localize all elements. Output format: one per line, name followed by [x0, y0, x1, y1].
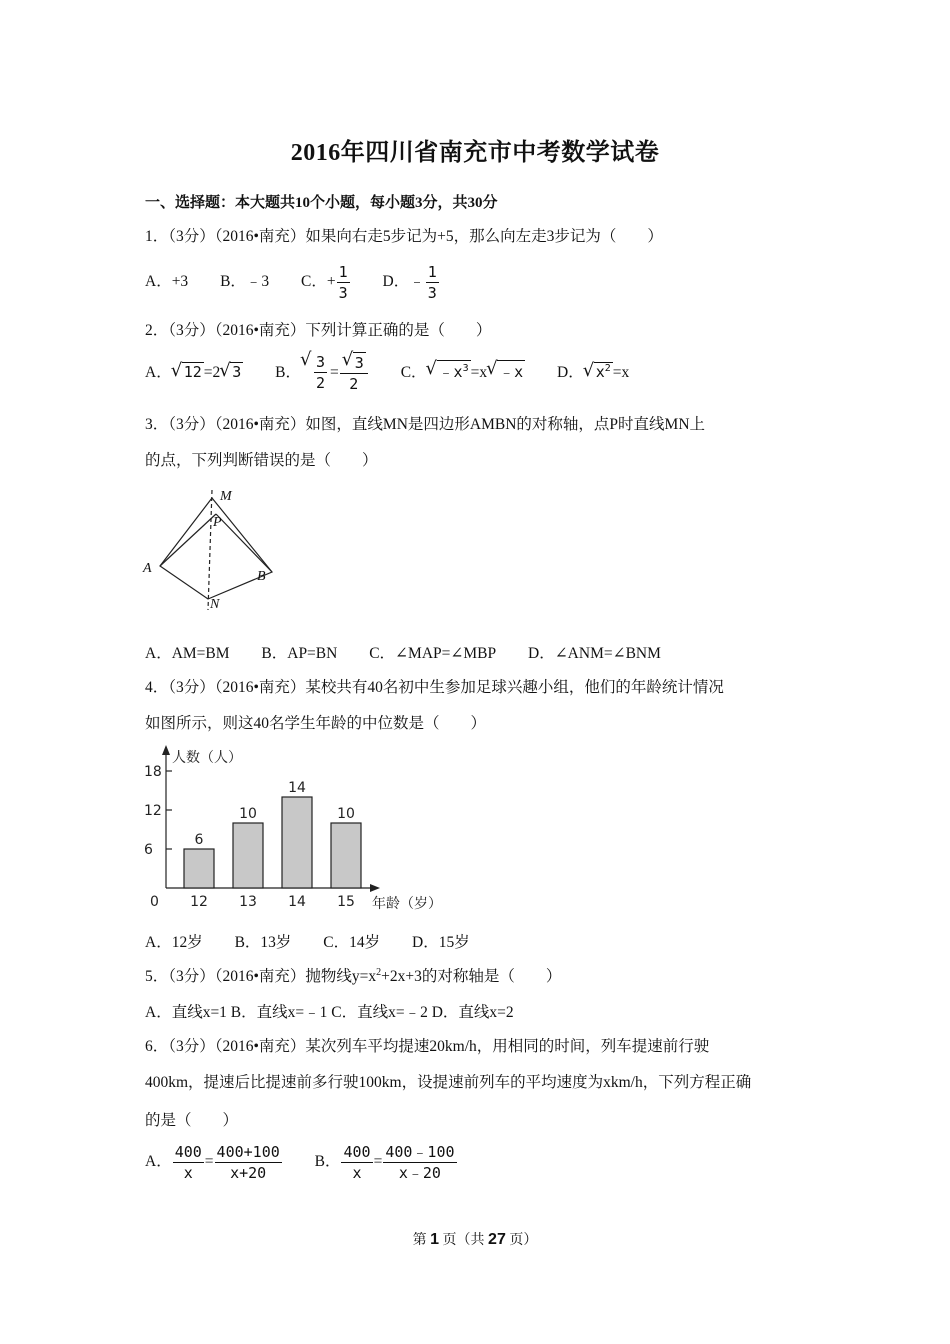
- x-tick-label: 15: [337, 894, 355, 910]
- fraction-numerator: 400﹣100: [385, 1143, 455, 1161]
- equals-text: =x: [470, 364, 488, 381]
- label-p: P: [213, 515, 222, 530]
- question-5-text-end: +2x+3的对称轴是（ ）: [381, 968, 562, 985]
- quadrilateral-ambn: [160, 498, 272, 599]
- radicand: ﹣x: [438, 363, 463, 381]
- fraction-denominator: x﹣20: [398, 1164, 441, 1182]
- y-tick-label: 12: [144, 803, 162, 819]
- quadrilateral-figure: [140, 482, 280, 617]
- fraction-numerator: [340, 352, 368, 374]
- exponent: 2: [604, 363, 611, 374]
- fraction: [314, 352, 327, 393]
- q3-option-c: C．∠MAP=∠MBP: [369, 645, 497, 662]
- page-footer: [0, 1229, 950, 1249]
- q1-option-d-prefix: D．﹣: [382, 273, 425, 291]
- footer-text: 页（共: [442, 1233, 485, 1248]
- q3-option-a: A．AM=BM: [145, 645, 230, 662]
- q3-option-b: B．AP=BN: [261, 645, 338, 662]
- question-1-options: [145, 262, 468, 303]
- page-total: 27: [488, 1231, 506, 1248]
- bar-value-label: 14: [288, 780, 306, 796]
- question-6-line-1: 6．（3分）（2016•南充）某次列车平均提速20km/h，用相同的时间，列车提速前行驶: [145, 1038, 710, 1055]
- fraction-numerator: 400: [174, 1143, 202, 1161]
- fraction-denominator: 2: [316, 374, 326, 392]
- q2-option-d: [557, 360, 629, 382]
- option-label: D．: [557, 364, 584, 381]
- fraction: [341, 1142, 372, 1183]
- fraction: [383, 1142, 456, 1183]
- radicand: x: [595, 363, 605, 381]
- question-6-options: [145, 1142, 486, 1183]
- q6-option-a: [145, 1142, 283, 1183]
- question-5-options: A．直线x=1 B．直线x=﹣1 C．直线x=﹣2 D．直线x=2: [145, 1004, 514, 1021]
- fraction-denominator: 3: [427, 284, 437, 302]
- fraction-numerator: 1: [427, 263, 437, 281]
- equals-text: =: [330, 364, 339, 381]
- fraction-numerator: 400: [343, 1143, 371, 1161]
- sqrt-expression: √ 3: [353, 352, 366, 373]
- q2-option-c: [401, 360, 525, 382]
- y-axis-label: 人数（人）: [172, 750, 242, 766]
- fraction-numerator: √ 3: [316, 353, 326, 371]
- bar-age-14: [282, 797, 312, 888]
- page-title: 2016年四川省南充市中考数学试卷: [290, 140, 660, 166]
- option-label: A．: [145, 1153, 172, 1171]
- fraction-denominator: x: [183, 1164, 193, 1182]
- option-label: A．: [145, 364, 172, 381]
- equals-text: =x: [612, 364, 630, 381]
- fraction: [340, 352, 368, 394]
- question-3-options: [145, 641, 689, 663]
- segment-pb: [216, 514, 272, 572]
- footer-text: 第: [412, 1233, 427, 1248]
- fraction: [173, 1142, 204, 1183]
- option-label: B．: [275, 364, 302, 381]
- question-5-text: 5．（3分）（2016•南充）抛物线y=x: [145, 968, 377, 985]
- q2-option-b: [275, 352, 369, 394]
- q1-option-d: [383, 262, 440, 303]
- x-axis-label: 年龄（岁）: [372, 896, 442, 912]
- q6-option-b: [315, 1142, 458, 1183]
- q1-option-d-fraction: [426, 262, 439, 303]
- equals-text: =: [373, 1153, 383, 1171]
- x-tick-label: 12: [190, 894, 208, 910]
- q1-option-c-fraction: [337, 262, 350, 303]
- bar-age-15: [331, 823, 361, 888]
- question-2: 2．（3分）（2016•南充）下列计算正确的是（ ）: [145, 322, 492, 339]
- label-b: B: [257, 569, 266, 584]
- label-a: A: [143, 561, 152, 576]
- question-3-line-1: 3．（3分）（2016•南充）如图，直线MN是四边形AMBN的对称轴，点P时直线MN上: [145, 416, 706, 433]
- question-6-line-3: 的是（ ）: [145, 1112, 239, 1129]
- question-3-line-2: 的点，下列判断错误的是（ ）: [145, 452, 378, 469]
- equals-text: =2: [203, 364, 221, 381]
- axis-mn-dashed: [208, 490, 212, 610]
- y-tick-label: 6: [144, 842, 153, 858]
- page-number: 1: [430, 1231, 440, 1248]
- age-bar-chart: [138, 742, 448, 917]
- bar-value-label: 10: [337, 806, 355, 822]
- section-heading: 一、选择题：本大题共10个小题，每小题3分，共30分: [145, 195, 498, 211]
- fraction-numerator: 400+100: [216, 1143, 280, 1161]
- question-6-line-2: 400km，提速后比提速前多行驶100km，设提速前列车的平均速度为xkm/h，下列方程正确: [145, 1074, 752, 1091]
- q1-option-c: [301, 262, 351, 303]
- x-axis-arrow: [370, 884, 380, 892]
- q4-option-a: A．12岁: [145, 934, 203, 951]
- bar-age-13: [233, 823, 263, 888]
- y-axis-arrow: [162, 745, 170, 755]
- option-label: C．: [400, 364, 427, 381]
- y-tick-label: 18: [144, 764, 162, 780]
- fraction-numerator: 1: [338, 263, 348, 281]
- bar-value-label: 10: [239, 806, 257, 822]
- footer-text: 页）: [509, 1233, 538, 1248]
- x-tick-label: 13: [239, 894, 257, 910]
- question-2-options: [145, 352, 657, 394]
- option-label: B．: [314, 1153, 341, 1171]
- x-tick-label: 14: [288, 894, 306, 910]
- q4-option-b: B．13岁: [234, 934, 292, 951]
- q3-option-d: D．∠ANM=∠BNM: [528, 645, 661, 662]
- question-4-line-1: 4．（3分）（2016•南充）某校共有40名初中生参加足球兴趣小组，他们的年龄统计情况: [145, 679, 724, 696]
- segment-ap: [160, 514, 216, 566]
- q1-option-a: A．+3: [145, 273, 189, 291]
- question-1: 1．（3分）（2016•南充）如果向右走5步记为+5，那么向左走3步记为（ ）: [145, 228, 663, 245]
- fraction-denominator: x: [352, 1164, 362, 1182]
- label-n: N: [210, 597, 220, 612]
- question-4-options: [145, 930, 498, 952]
- q1-option-c-prefix: C．+: [301, 273, 336, 291]
- q4-option-c: C．14岁: [323, 934, 381, 951]
- equals-text: =: [204, 1153, 214, 1171]
- sqrt-expression: √ ﹣x: [497, 360, 525, 382]
- sqrt-expression: [594, 362, 613, 381]
- exponent: 3: [462, 363, 469, 374]
- fraction: [215, 1142, 282, 1183]
- q2-option-a: [145, 360, 243, 382]
- question-5: [145, 964, 561, 986]
- q1-option-b: B．﹣3: [220, 273, 270, 291]
- sqrt-expression: [437, 360, 471, 382]
- sqrt-expression: √ 3: [230, 362, 243, 381]
- bar-age-12: [184, 849, 214, 888]
- sqrt-fraction: [311, 352, 330, 393]
- fraction-denominator: 3: [338, 284, 348, 302]
- bar-value-label: 6: [194, 832, 204, 848]
- fraction-denominator: 2: [349, 375, 359, 394]
- fraction-denominator: x+20: [230, 1164, 267, 1182]
- label-m: M: [220, 489, 232, 504]
- sqrt-expression: √ 12: [182, 362, 204, 381]
- question-4-line-2: 如图所示，则这40名学生年龄的中位数是（ ）: [145, 715, 487, 732]
- exponent: 2: [376, 966, 382, 978]
- y-tick-label: 0: [150, 894, 159, 910]
- q4-option-d: D．15岁: [412, 934, 470, 951]
